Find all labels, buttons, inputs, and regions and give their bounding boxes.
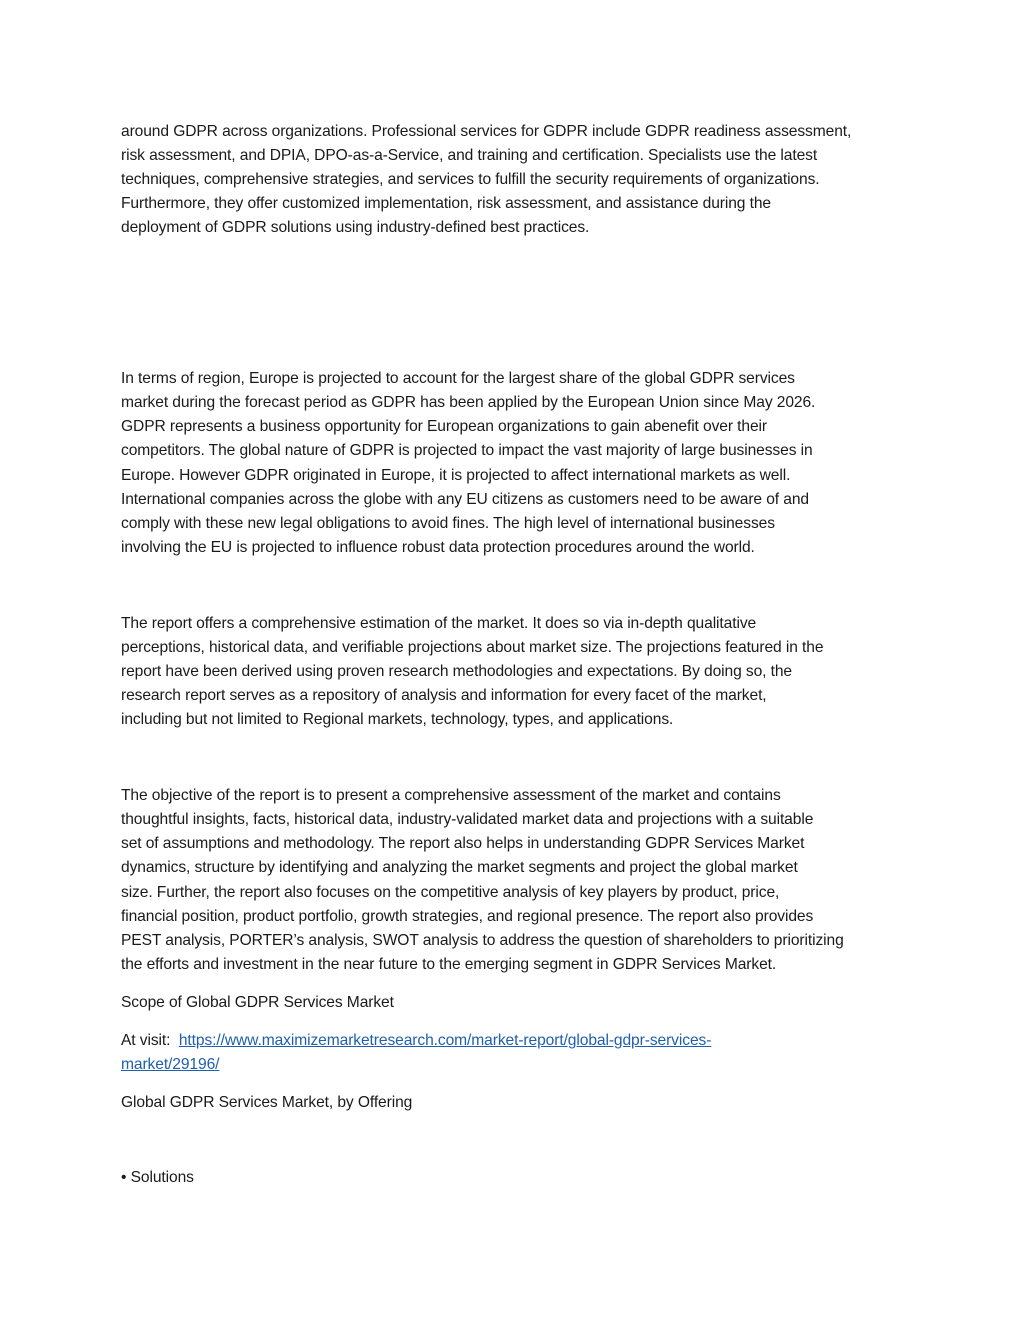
text-line: the efforts and investment in the near future to the emerging segment in GDPR Services Market. (121, 956, 777, 973)
text-line: market during the forecast period as GDPR has been applied by the European Union since May 2026. (121, 394, 816, 411)
text-line: comply with these new legal obligations to avoid fines. The high level of international businesses (121, 515, 775, 532)
text-line: report have been derived using proven research methodologies and expectations. By doing so, the (121, 663, 792, 680)
text-line: set of assumptions and methodology. The report also helps in understanding GDPR Services Market (121, 835, 805, 852)
visit-line (121, 1029, 711, 1053)
text-line: Furthermore, they offer customized implementation, risk assessment, and assistance during the (121, 195, 771, 212)
text-line: PEST analysis, PORTER’s analysis, SWOT analysis to address the question of shareholders to prioritizing (121, 932, 844, 949)
text-line: GDPR represents a business opportunity for European organizations to gain abenefit over their (121, 418, 768, 435)
text-line: size. Further, the report also focuses on the competitive analysis of key players by product, price, (121, 884, 780, 901)
text-line: Europe. However GDPR originated in Europe, it is projected to affect international markets as well. (121, 467, 791, 484)
text-line: The objective of the report is to present a comprehensive assessment of the market and contains (121, 787, 781, 804)
text-line: deployment of GDPR solutions using industry-defined best practices. (121, 219, 590, 236)
text-line: financial position, product portfolio, growth strategies, and regional presence. The report also provides (121, 908, 814, 925)
list-item: • Solutions (121, 1169, 194, 1186)
text-line: techniques, comprehensive strategies, and services to fulfill the security requirements of organizations. (121, 171, 820, 188)
text-line: including but not limited to Regional markets, technology, types, and applications. (121, 711, 674, 728)
text-line: In terms of region, Europe is projected to account for the largest share of the global GDPR services (121, 370, 795, 387)
text-line: research report serves as a repository of analysis and information for every facet of the market, (121, 687, 767, 704)
text-line: involving the EU is projected to influence robust data protection procedures around the world. (121, 539, 755, 556)
text-line: The report offers a comprehensive estimation of the market. It does so via in-depth qualitative (121, 615, 757, 632)
text-line: dynamics, structure by identifying and analyzing the market segments and project the global market (121, 859, 798, 876)
text-line: International companies across the globe with any EU citizens as customers need to be aware of and (121, 491, 809, 508)
text-line: risk assessment, and DPIA, DPO-as-a-Service, and training and certification. Specialists use the latest (121, 147, 818, 164)
text-line: around GDPR across organizations. Professional services for GDPR include GDPR readiness assessment, (121, 123, 852, 140)
text-line: thoughtful insights, facts, historical data, industry-validated market data and projections with a suitable (121, 811, 814, 828)
report-link[interactable]: https://www.maximizemarketresearch.com/market-report/global-gdpr-services- (178, 1032, 712, 1049)
visit-line-continued (121, 1053, 219, 1077)
visit-label: At visit: (121, 1032, 171, 1049)
offering-heading: Global GDPR Services Market, by Offering (121, 1094, 413, 1111)
text-line: competitors. The global nature of GDPR is projected to impact the vast majority of large businesses in (121, 442, 813, 459)
scope-heading: Scope of Global GDPR Services Market (121, 994, 394, 1011)
text-line: perceptions, historical data, and verifiable projections about market size. The projections featured in the (121, 639, 824, 656)
report-link-continued[interactable]: market/29196/ (121, 1056, 220, 1073)
